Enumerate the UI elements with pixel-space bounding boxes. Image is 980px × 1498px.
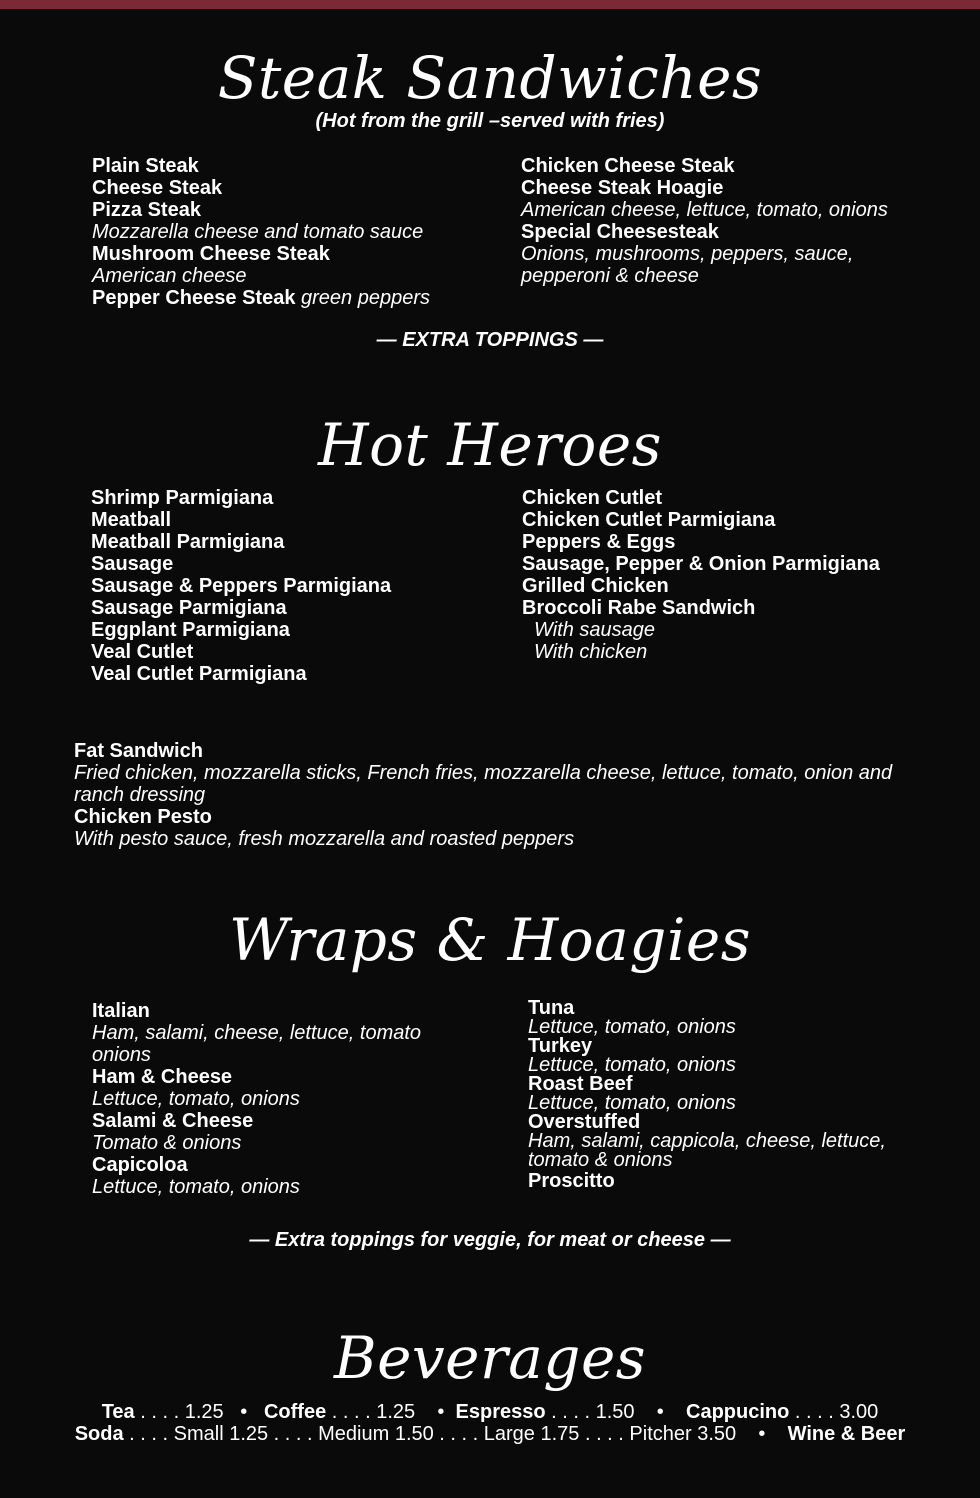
beverages-section-title: Beverages	[333, 1324, 647, 1392]
menu-item-desc: Ham, salami, cheese, lettuce, tomato onions	[92, 1022, 422, 1066]
menu-item-desc: Tomato & onions	[92, 1132, 242, 1154]
menu-item-name: Peppers & Eggs	[522, 531, 676, 553]
menu-item-name: Turkey	[528, 1035, 593, 1057]
menu-item-name: Ham & Cheese	[92, 1066, 233, 1088]
bullet-separator: •	[656, 1401, 664, 1423]
menu-item-desc: Lettuce, tomato, onions	[528, 1092, 736, 1114]
menu-item-name: Roast Beef	[528, 1073, 633, 1095]
menu-item-name: Fat Sandwich	[74, 740, 203, 762]
menu-item-name: Grilled Chicken	[522, 575, 669, 597]
menu-item-name: Pepper Cheese Steak	[92, 287, 296, 309]
menu-item-name: Proscitto	[528, 1170, 615, 1192]
menu-item-desc: Lettuce, tomato, onions	[528, 1016, 736, 1038]
menu-item-name: Chicken Cutlet	[522, 487, 663, 509]
menu-item-name: Meatball Parmigiana	[91, 531, 285, 553]
steak-section-title: Steak Sandwiches	[217, 44, 763, 112]
menu-item-option: With sausage	[534, 619, 655, 641]
menu-item-name: Cheese Steak	[92, 177, 223, 199]
menu-item-name: Chicken Pesto	[74, 806, 212, 828]
menu-item-name: Tuna	[528, 997, 575, 1019]
beverage-name: Coffee	[263, 1401, 327, 1423]
bullet-separator: •	[437, 1401, 445, 1423]
heroes-left-column	[91, 487, 511, 685]
beverages-line-2	[0, 1423, 980, 1445]
wraps-section-title: Wraps & Hoagies	[228, 906, 752, 974]
beverage-name: Soda	[74, 1423, 124, 1445]
steak-extra-toppings: — EXTRA TOPPINGS —	[376, 329, 604, 351]
beverage-price: . . . . 1.50	[545, 1401, 635, 1423]
menu-item-name: Special Cheesesteak	[521, 221, 719, 243]
steak-subtitle: (Hot from the grill –served with fries)	[315, 110, 665, 132]
wraps-left-column	[92, 1000, 442, 1198]
beverage-price: . . . . 3.00	[789, 1401, 879, 1423]
beverage-name: Wine & Beer	[787, 1423, 906, 1445]
menu-item-name: Mushroom Cheese Steak	[92, 243, 330, 265]
menu-item-desc: green peppers	[301, 287, 430, 309]
beverage-price: . . . . Small 1.25 . . . . Medium 1.50 . . . . Large 1.75 . . . . Pitcher 3.50	[123, 1423, 737, 1445]
menu-item-desc: With pesto sauce, fresh mozzarella and roasted peppers	[74, 828, 575, 850]
menu-item-line	[92, 287, 502, 309]
menu-item-name: Capicoloa	[92, 1154, 188, 1176]
menu-item-name: Veal Cutlet	[91, 641, 194, 663]
beverage-name: Tea	[101, 1401, 135, 1423]
beverage-price: . . . . 1.25	[326, 1401, 416, 1423]
menu-item-option: With chicken	[534, 641, 648, 663]
menu-item-desc: American cheese, lettuce, tomato, onions	[521, 199, 888, 221]
specials-block	[74, 740, 914, 850]
menu-item-desc: Ham, salami, cappicola, cheese, lettuce, tomato & onions	[528, 1130, 886, 1171]
menu-item-name: Eggplant Parmigiana	[91, 619, 290, 641]
beverage-price: . . . . 1.25	[134, 1401, 224, 1423]
menu-item-name: Shrimp Parmigiana	[91, 487, 274, 509]
menu-item-name: Overstuffed	[528, 1111, 641, 1133]
menu-item-desc: Onions, mushrooms, peppers, sauce, pepperoni & cheese	[521, 243, 854, 287]
beverages-line-1	[0, 1401, 980, 1423]
menu-item-name: Veal Cutlet Parmigiana	[91, 663, 307, 685]
wraps-extra-toppings: — Extra toppings for veggie, for meat or cheese —	[249, 1229, 731, 1251]
menu-item-desc: Lettuce, tomato, onions	[92, 1176, 300, 1198]
menu-item-name: Italian	[92, 1000, 150, 1022]
bullet-separator: •	[240, 1401, 248, 1423]
steak-right-column	[521, 155, 911, 287]
menu-item-name: Salami & Cheese	[92, 1110, 254, 1132]
menu-item-desc: American cheese	[92, 265, 247, 287]
menu-item-name: Chicken Cutlet Parmigiana	[522, 509, 776, 531]
menu-item-name: Sausage Parmigiana	[91, 597, 287, 619]
beverage-name: Espresso	[455, 1401, 546, 1423]
menu-item-name: Cheese Steak Hoagie	[521, 177, 724, 199]
menu-item-name: Plain Steak	[92, 155, 199, 177]
menu-item-desc: Lettuce, tomato, onions	[528, 1054, 736, 1076]
menu-item-name: Broccoli Rabe Sandwich	[522, 597, 756, 619]
wraps-right-column	[528, 999, 908, 1191]
menu-item-name: Sausage, Pepper & Onion Parmigiana	[522, 553, 880, 575]
heroes-section-title: Hot Heroes	[318, 411, 662, 479]
menu-item-name: Pizza Steak	[92, 199, 201, 221]
heroes-right-column	[522, 487, 922, 663]
steak-left-column	[92, 155, 502, 309]
menu-item-name: Meatball	[91, 509, 172, 531]
menu-item-desc: Mozzarella cheese and tomato sauce	[92, 221, 424, 243]
menu-item-name: Chicken Cheese Steak	[521, 155, 735, 177]
top-accent-bar	[0, 0, 980, 9]
menu-item-desc: Fried chicken, mozzarella sticks, French fries, mozzarella cheese, lettuce, tomato, onion and ranch dressing	[74, 762, 893, 806]
bullet-separator: •	[758, 1423, 766, 1445]
menu-item-name: Sausage	[91, 553, 174, 575]
menu-item-name: Sausage & Peppers Parmigiana	[91, 575, 392, 597]
beverage-name: Cappucino	[686, 1401, 790, 1423]
menu-item-desc: Lettuce, tomato, onions	[92, 1088, 300, 1110]
